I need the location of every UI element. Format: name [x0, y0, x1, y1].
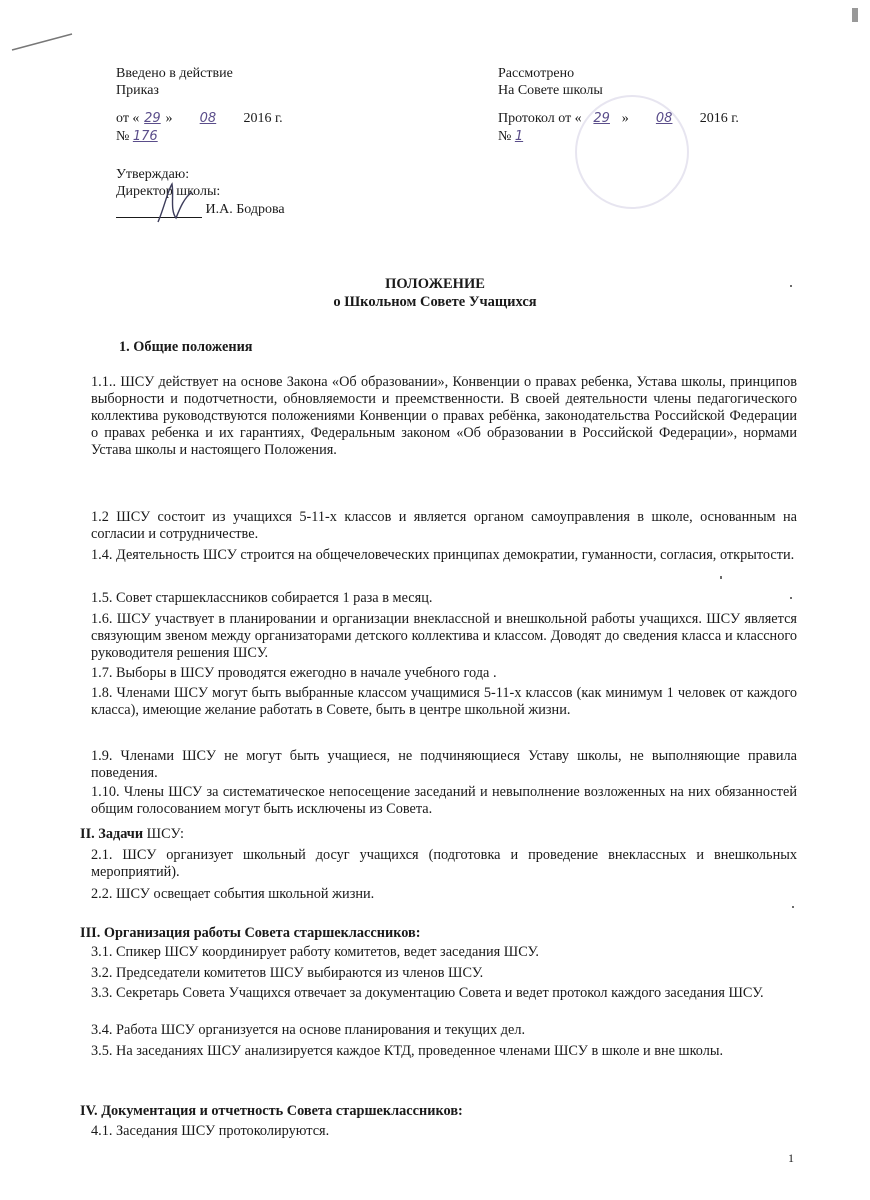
section-1-heading: 1. Общие положения: [119, 339, 253, 355]
protocol-number-value: 1: [514, 129, 524, 144]
doc-title: ПОЛОЖЕНИЕ: [385, 276, 485, 292]
order-number-value: 176: [132, 129, 158, 144]
approve-label: Утверждаю:: [116, 167, 190, 182]
enactment-label: Введено в действие: [116, 66, 233, 81]
scan-speck: [790, 285, 792, 287]
section-4-heading: IV. Документация и отчетность Совета старшеклассников:: [80, 1103, 463, 1119]
scan-mark: [852, 8, 858, 22]
paragraph-4-1: 4.1. Заседания ШСУ протоколируются.: [91, 1123, 330, 1139]
paragraph-3-1: 3.1. Спикер ШСУ координирует работу комитетов, ведет заседания ШСУ.: [91, 944, 539, 960]
director-label: Директор школы:: [116, 184, 221, 199]
paragraph-1-9: 1.9. Членами ШСУ не могут быть учащиеся, не подчиняющиеся Уставу школы, не выполняющие правила поведения.: [91, 748, 797, 781]
paragraph-2-2: 2.2. ШСУ освещает события школьной жизни.: [91, 886, 375, 902]
paragraph-1-6: 1.6. ШСУ участвует в планировании и организации внеклассной и внешкольной работы учащихся. ШСУ является связующим звеном между организаторами детского коллектива и классом. Доводят до сведения класса и классного руководителя решения ШСУ.: [91, 611, 797, 661]
paragraph-1-2: 1.2 ШСУ состоит из учащихся 5-11-х классов и является органом самоуправления в школе, основанным на согласии и сотрудничестве.: [91, 509, 797, 542]
director-signature-icon: [148, 178, 198, 226]
faint-stamp: [575, 95, 689, 209]
scan-speck: [790, 597, 792, 599]
doc-subtitle: о Школьном Совете Учащихся: [333, 294, 537, 310]
paragraph-1-4: 1.4. Деятельность ШСУ строится на общечеловеческих принципах демократии, гуманности, согласия, открытости.: [91, 547, 795, 563]
order-number: № 176: [116, 128, 167, 145]
director-name: И.А. Бодрова: [205, 202, 285, 217]
council-label: На Совете школы: [498, 83, 603, 98]
scan-speck: [720, 576, 722, 579]
order-date: от « 29 » 08 2016 г.: [116, 111, 283, 126]
protocol-number: № 1: [498, 128, 555, 145]
paragraph-3-2: 3.2. Председатели комитетов ШСУ выбираются из членов ШСУ.: [91, 965, 484, 981]
paragraph-3-4: 3.4. Работа ШСУ организуется на основе планирования и текущих дел.: [91, 1022, 526, 1038]
order-date-day: 29: [144, 111, 161, 126]
reviewed-label: Рассмотрено: [498, 66, 575, 81]
protocol-date-day: 29: [593, 111, 610, 126]
paragraph-2-1: 2.1. ШСУ организует школьный досуг учащихся (подготовка и проведение внеклассных и внешкольных мероприятий).: [91, 847, 797, 880]
paragraph-1-10: 1.10. Члены ШСУ за систематическое непосещение заседаний и невыполнение возложенных на них обязанностей общим голосованием могут быть исключены из Совета.: [91, 784, 797, 817]
section-2-heading: II. Задачи ШСУ:: [80, 826, 184, 842]
order-label: Приказ: [116, 83, 159, 98]
director-signature-line: [116, 201, 285, 218]
paragraph-1-1: 1.1.. ШСУ действует на основе Закона «Об образовании», Конвенции о правах ребенка, Устава школы, принципов выборности и подотчетности, обновляемости и преемственности. В своей деятельности члены педагогического коллектива руководствуются положениями Конвенции о правах ребёнка, законодательства Российской Федерации о правах ребенка и их гарантиях, Федеральным законом «Об образовании в Российской Федерации», нормами Устава школы и настоящего Положения.: [91, 374, 797, 458]
protocol-date: Протокол от « 29 » 08 2016 г.: [498, 111, 739, 126]
paragraph-3-5: 3.5. На заседаниях ШСУ анализируется каждое КТД, проведенное членами ШСУ в школе и вне школы.: [91, 1043, 724, 1059]
paragraph-1-7: 1.7. Выборы в ШСУ проводятся ежегодно в начале учебного года .: [91, 665, 497, 681]
scan-mark: [8, 28, 78, 58]
order-date-month: 08: [199, 111, 217, 126]
paragraph-1-8: 1.8. Членами ШСУ могут быть выбранные классом учащимися 5-11-х классов (как минимум 1 человек от каждого класса), имеющие желание работать в Совете, быть в центре школьной жизни.: [91, 685, 797, 718]
section-3-heading: III. Организация работы Совета старшеклассников:: [80, 925, 421, 941]
paragraph-1-5: 1.5. Совет старшеклассников собирается 1 раза в месяц.: [91, 590, 433, 606]
paragraph-3-3: 3.3. Секретарь Совета Учащихся отвечает за документацию Совета и ведет протокол каждого заседания ШСУ.: [91, 985, 764, 1001]
page-number: 1: [788, 1151, 794, 1165]
scan-speck: [792, 906, 794, 908]
protocol-date-month: 08: [655, 111, 673, 126]
